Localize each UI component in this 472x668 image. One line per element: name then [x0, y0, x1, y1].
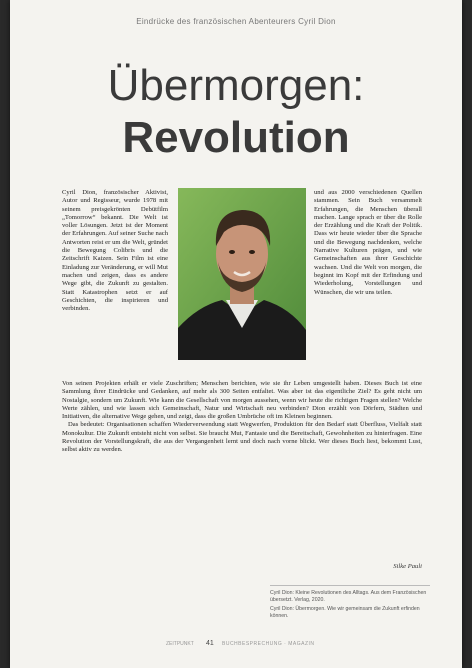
right-column [314, 189, 422, 297]
caption-item: Cyril Dion: Kleine Revolutionen des Alltags. Aus dem Französischen übersetzt. Verlag, 2020. [270, 590, 427, 603]
caption-item: Cyril Dion: Übermorgen. Wie wir gemeinsam die Zukunft erfinden können. [270, 606, 420, 619]
magazine-page [10, 0, 462, 668]
kicker: Eindrücke des französischen Abenteurers Cyril Dion [136, 17, 336, 26]
portrait-photo [178, 188, 306, 360]
footer-left: ZEITPUNKT [166, 641, 194, 647]
right-paragraph: und aus 2000 verschiedenen Quellen stammen. Sein Buch versammelt Erfahrungen, die Menschen überall machen. Lange sprach er über die Rolle der Erzählung und die Kraft der Politik. Dass wir heute wieder über die Sprache und die Bewegung nachdenken, welche Narrative Kulturen prägen, und wie Gemeinschaften aus ihrer Geschichte wachsen. Und die Welt von morgen, die beginnt im Kopf mit der Erfindung und Wiederholung, Vorstellungen und Wünschen, die wir uns teilen. [314, 189, 422, 296]
portrait-illustration [178, 188, 306, 360]
caption-divider [270, 585, 430, 586]
full-width-text [62, 380, 422, 455]
page-number: 41 [206, 640, 214, 647]
body-paragraph: Das bedeutet: Organisationen schaffen Wiederverwendung statt Wegwerfen, Produktion für den Bedarf statt Überfluss, Vielfalt statt Monokultur. Die Zukunft entsteht nicht von selbst. Sie braucht Mut, Fantasie und die Bereitschaft, Gewohnheiten zu hinterfragen. Eine Revolution der Vorstellungskraft, die aus der Vergangenheit lernt und doch nach vorne blickt. Wer dieses Buch liest, bekommt Lust, selbst aktiv zu werden. [62, 421, 422, 454]
author-signature: Silke Pauli [393, 563, 422, 570]
book-captions [270, 583, 430, 622]
title-line-2: Revolution [122, 113, 350, 162]
footer-right: BUCHBESPRECHUNG · MAGAZIN [222, 641, 315, 647]
page-title [10, 60, 462, 164]
left-column [62, 189, 168, 313]
body-paragraph: Von seinen Projekten erhält er viele Zuschriften; Menschen berichten, wie sie ihr Leben umgestellt haben. Dieses Buch ist eine Sammlung ihrer Eindrücke und Gedanken, auf mehr als 300 Seiten entfaltet. Was aber ist das eigentliche Ziel? Es geht nicht um Nostalgie, sondern um Zukunft. Wie kann die Gesellschaft von morgen aussehen, wenn wir heute die richtigen Fragen stellen? Welche Werte zählen, und wie lassen sich Gemeinschaft, Natur und Wirtschaft neu verbinden? Dion erzählt von Dörfern, Städten und Initiativen, die alternative Wege gehen, und zeigt, dass die großen Umbrüche oft im Kleinen beginnen. [62, 380, 422, 421]
left-paragraph: Cyril Dion, französischer Aktivist, Autor und Regisseur, wurde 1978 mit seinem preisgekrönten Debütfilm „Tomorrow“ bekannt. Die Welt ist voller Lösungen. Jetzt ist der Moment der Erfahrungen. Auf seiner Suche nach Antworten reist er um die Welt, gründet die Bewegung Colibris und die Zeitschrift Kaizen. Sein Film ist eine Einladung zur Veränderung, er will Mut machen und zeigen, dass es andere Wege gibt, die Zukunft zu gestalten. Statt Katastrophen setzt er auf Geschichten, die inspirieren und verbinden. [62, 189, 168, 313]
title-line-1: Übermorgen: [107, 61, 365, 110]
